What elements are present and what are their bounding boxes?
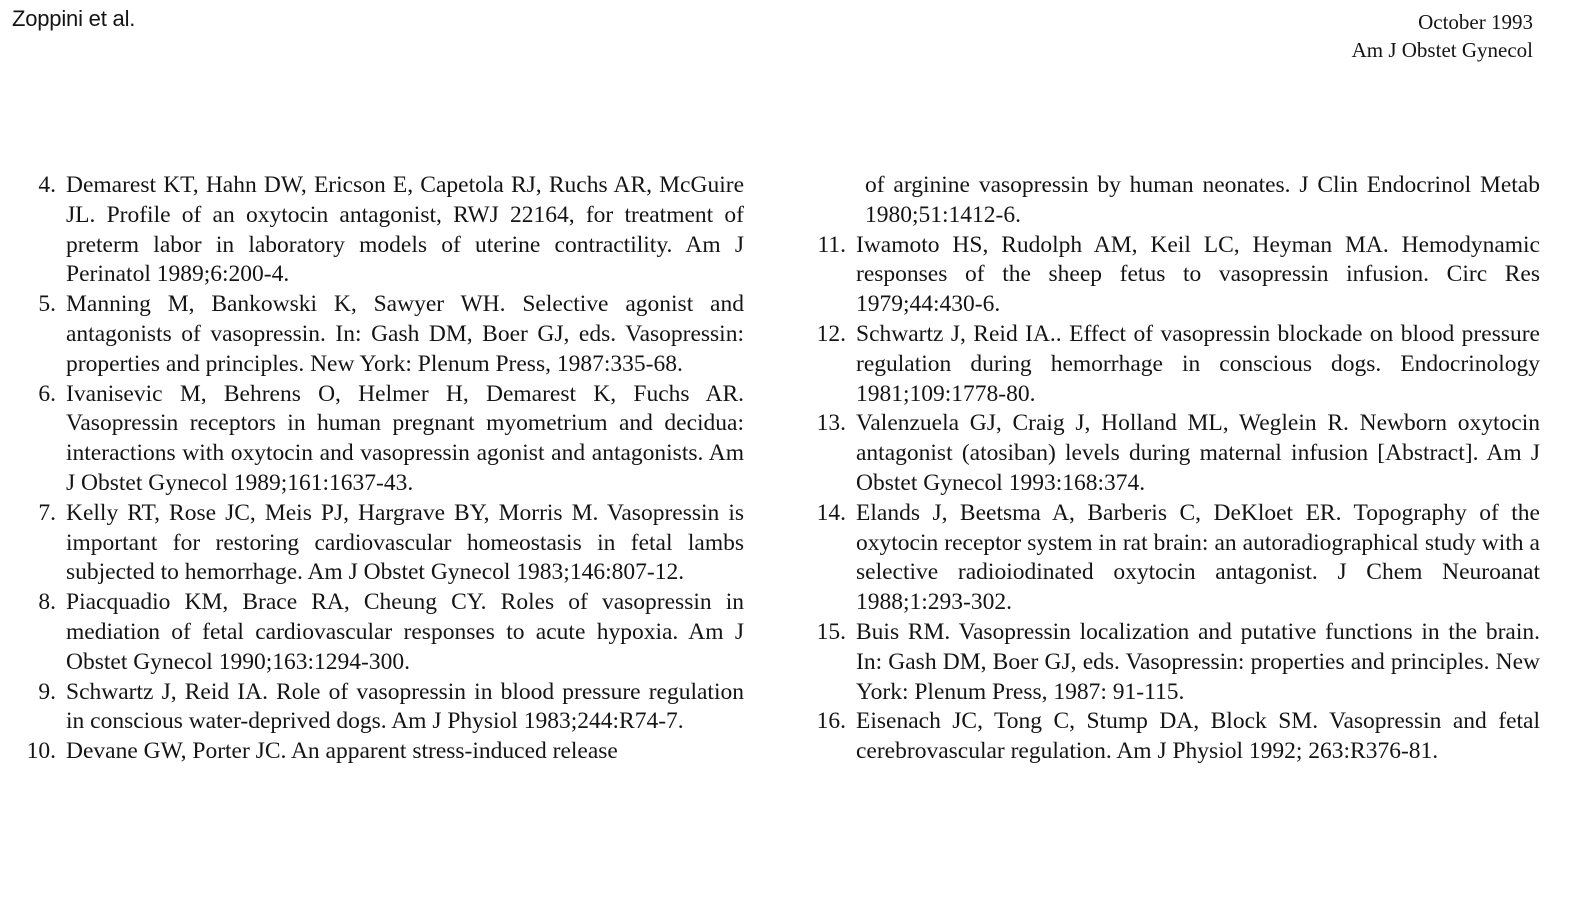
reference-item [810,618,1540,707]
reference-text: Iwamoto HS, Rudolph AM, Keil LC, Heyman MA. Hemodynamic responses of the sheep fetus to vasopressin infusion. Circ Res 1979;44:430-6. [856,231,1540,318]
reference-text: Schwartz J, Reid IA.. Effect of vasopressin blockade on blood pressure regulation during hemorrhage in conscious dogs. Endocrinology 1981;109:1778-80. [856,320,1540,407]
running-head-author: Zoppini et al. [12,6,136,31]
reference-number: 13. [816,410,846,437]
reference-number: 14. [816,499,846,526]
reference-item [20,171,744,290]
reference-text: Demarest KT, Hahn DW, Ericson E, Capetola RJ, Ruchs AR, McGuire JL. Profile of an oxytocin antagonist, RWJ 22164, for treatment of preterm labor in laboratory models of uterine contractility. Am J Perinatol 1989;6:200-4. [66,172,744,288]
reference-item [20,290,744,379]
reference-text: Elands J, Beetsma A, Barberis C, DeKloet ER. Topography of the oxytocin receptor system in rat brain: an autoradiographical study with a selective radioiodinated oxytocin antagonist. J Chem Neuroanat 1988;1:293-302. [856,499,1540,616]
reference-text: Buis RM. Vasopressin localization and putative functions in the brain. In: Gash DM, Boer GJ, eds. Vasopressin: properties and principles. New York: Plenum Press, 1987: 91-115. [856,618,1540,705]
running-head-journal [1352,8,1533,64]
reference-text: Schwartz J, Reid IA. Role of vasopressin in blood pressure regulation in conscious water-deprived dogs. Am J Physiol 1983;244:R74-7. [66,678,744,735]
reference-number: 12. [816,320,846,347]
reference-item [20,588,744,677]
reference-text: Devane GW, Porter JC. An apparent stress-induced release [66,738,618,765]
reference-number: 16. [816,708,846,735]
reference-text: Ivanisevic M, Behrens O, Helmer H, Demarest K, Fuchs AR. Vasopressin receptors in human pregnant myometrium and decidua: interactions with oxytocin and vasopressin agonist and antagonists. Am J Obstet Gynecol 1989;161:1637-43. [66,380,744,496]
reference-number: 6. [38,380,56,407]
references-left-column [20,171,744,767]
reference-item [810,320,1540,409]
reference-item [810,499,1540,618]
reference-text: Eisenach JC, Tong C, Stump DA, Block SM. Vasopressin and fetal cerebrovascular regulation. Am J Physiol 1992; 263:R376-81. [856,708,1540,765]
reference-item [810,707,1540,767]
reference-number: 10. [26,738,56,765]
reference-item [20,737,744,767]
reference-number: 5. [38,291,56,318]
reference-number: 4. [38,172,56,198]
reference-item [20,499,744,588]
references-right-column [810,171,1540,767]
reference-number: 8. [38,589,56,616]
reference-item [20,678,744,738]
reference-item [810,409,1540,498]
reference-text: Kelly RT, Rose JC, Meis PJ, Hargrave BY, Morris M. Vasopressin is important for restoring cardiovascular homeostasis in fetal lambs subjected to hemorrhage. Am J Obstet Gynecol 1983;146:807-12. [66,499,744,586]
journal-name: Am J Obstet Gynecol [1351,38,1533,62]
reference-number: 11. [817,231,846,258]
reference-item [20,380,744,499]
reference-number: 7. [38,499,56,526]
reference-continuation: of arginine vasopressin by human neonates. J Clin Endocrinol Metab 1980;51:1412-6. [865,172,1540,228]
reference-text: Manning M, Bankowski K, Sawyer WH. Selective agonist and antagonists of vasopressin. In: Gash DM, Boer GJ, eds. Vasopressin: properties and principles. New York: Plenum Press, 1987:335-68. [66,291,744,377]
reference-number: 15. [816,618,846,645]
reference-text: Piacquadio KM, Brace RA, Cheung CY. Roles of vasopressin in mediation of fetal cardiovascular responses to acute hypoxia. Am J Obstet Gynecol 1990;163:1294-300. [66,589,744,675]
reference-item [810,231,1540,320]
reference-text: Valenzuela GJ, Craig J, Holland ML, Weglein R. Newborn oxytocin antagonist (atosiban) levels during maternal infusion [Abstract]. Am J Obstet Gynecol 1993:168:374. [856,410,1540,496]
issue-date: October 1993 [1418,10,1533,34]
reference-number: 9. [38,678,56,705]
